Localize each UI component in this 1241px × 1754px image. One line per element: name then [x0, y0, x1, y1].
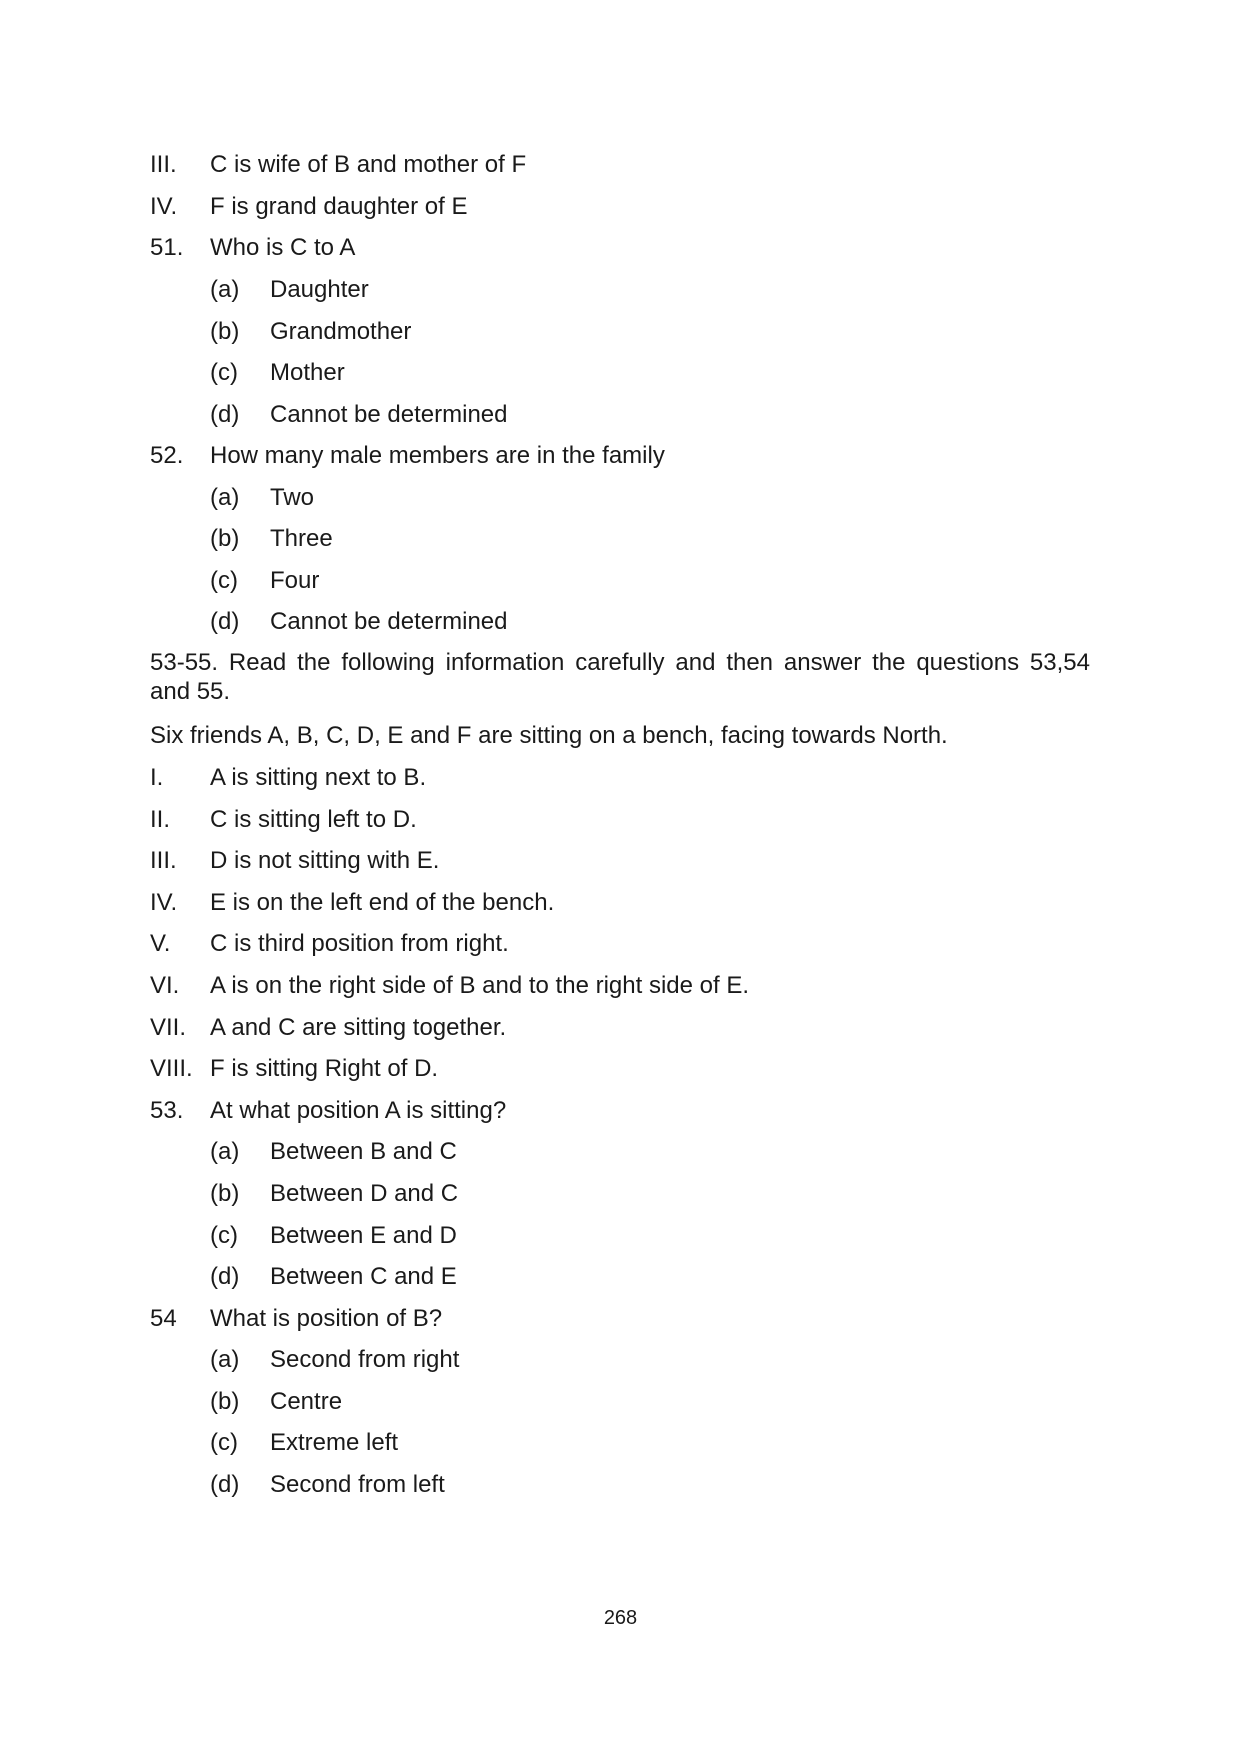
option-text: Daughter	[270, 276, 369, 303]
option-text: Three	[270, 525, 333, 552]
statement-label: IV.	[150, 193, 178, 220]
option-label: (c)	[210, 567, 238, 594]
option-text: Extreme left	[270, 1429, 399, 1456]
option-label: (a)	[210, 484, 240, 511]
option-text: Second from left	[270, 1471, 445, 1498]
option-label: (d)	[210, 608, 240, 635]
condition-text: E is on the left end of the bench.	[210, 889, 555, 916]
option-text: Centre	[270, 1388, 343, 1415]
statement-label: III.	[150, 151, 177, 178]
option-label: (b)	[210, 525, 240, 552]
option-text: Cannot be determined	[270, 401, 508, 428]
option-label: (a)	[210, 276, 240, 303]
question-number: 54	[150, 1305, 177, 1332]
passage-setup: Six friends A, B, C, D, E and F are sitting on a bench, facing towards North.	[150, 722, 948, 749]
question-text: How many male members are in the family	[210, 442, 665, 469]
passage-intro: 53-55. Read the following information carefully and then answer the questions 53,54 and 55.	[150, 649, 1090, 705]
statement-text: C is wife of B and mother of F	[210, 151, 527, 178]
option-label: (a)	[210, 1346, 240, 1373]
option-text: Second from right	[270, 1346, 460, 1373]
question-number: 51.	[150, 234, 184, 261]
condition-label: V.	[150, 930, 171, 957]
condition-label: I.	[150, 764, 164, 791]
option-text: Cannot be determined	[270, 608, 508, 635]
condition-text: A and C are sitting together.	[210, 1014, 507, 1041]
condition-text: A is sitting next to B.	[210, 764, 427, 791]
option-text: Four	[270, 567, 320, 594]
option-text: Grandmother	[270, 318, 412, 345]
question-number: 53.	[150, 1097, 184, 1124]
question-text: Who is C to A	[210, 234, 356, 261]
question-text: At what position A is sitting?	[210, 1097, 507, 1124]
question-number: 52.	[150, 442, 184, 469]
option-text: Mother	[270, 359, 345, 386]
question-text: What is position of B?	[210, 1305, 443, 1332]
option-label: (b)	[210, 1388, 240, 1415]
condition-text: C is sitting left to D.	[210, 806, 417, 833]
option-label: (c)	[210, 359, 238, 386]
condition-text: D is not sitting with E.	[210, 847, 440, 874]
option-text: Two	[270, 484, 315, 511]
option-label: (c)	[210, 1222, 238, 1249]
condition-text: F is sitting Right of D.	[210, 1055, 439, 1082]
condition-text: C is third position from right.	[210, 930, 509, 957]
condition-label: VI.	[150, 972, 180, 999]
option-label: (a)	[210, 1138, 240, 1165]
option-text: Between B and C	[270, 1138, 457, 1165]
condition-label: IV.	[150, 889, 178, 916]
condition-label: VIII.	[150, 1055, 193, 1082]
option-text: Between C and E	[270, 1263, 457, 1290]
option-text: Between E and D	[270, 1222, 457, 1249]
option-label: (c)	[210, 1429, 238, 1456]
option-label: (b)	[210, 1180, 240, 1207]
option-label: (d)	[210, 401, 240, 428]
condition-label: II.	[150, 806, 171, 833]
condition-text: A is on the right side of B and to the right side of E.	[210, 972, 749, 999]
option-label: (b)	[210, 318, 240, 345]
option-label: (d)	[210, 1263, 240, 1290]
option-text: Between D and C	[270, 1180, 459, 1207]
condition-label: III.	[150, 847, 177, 874]
statement-text: F is grand daughter of E	[210, 193, 468, 220]
option-label: (d)	[210, 1471, 240, 1498]
page-number: 268	[603, 1607, 638, 1629]
condition-label: VII.	[150, 1014, 187, 1041]
